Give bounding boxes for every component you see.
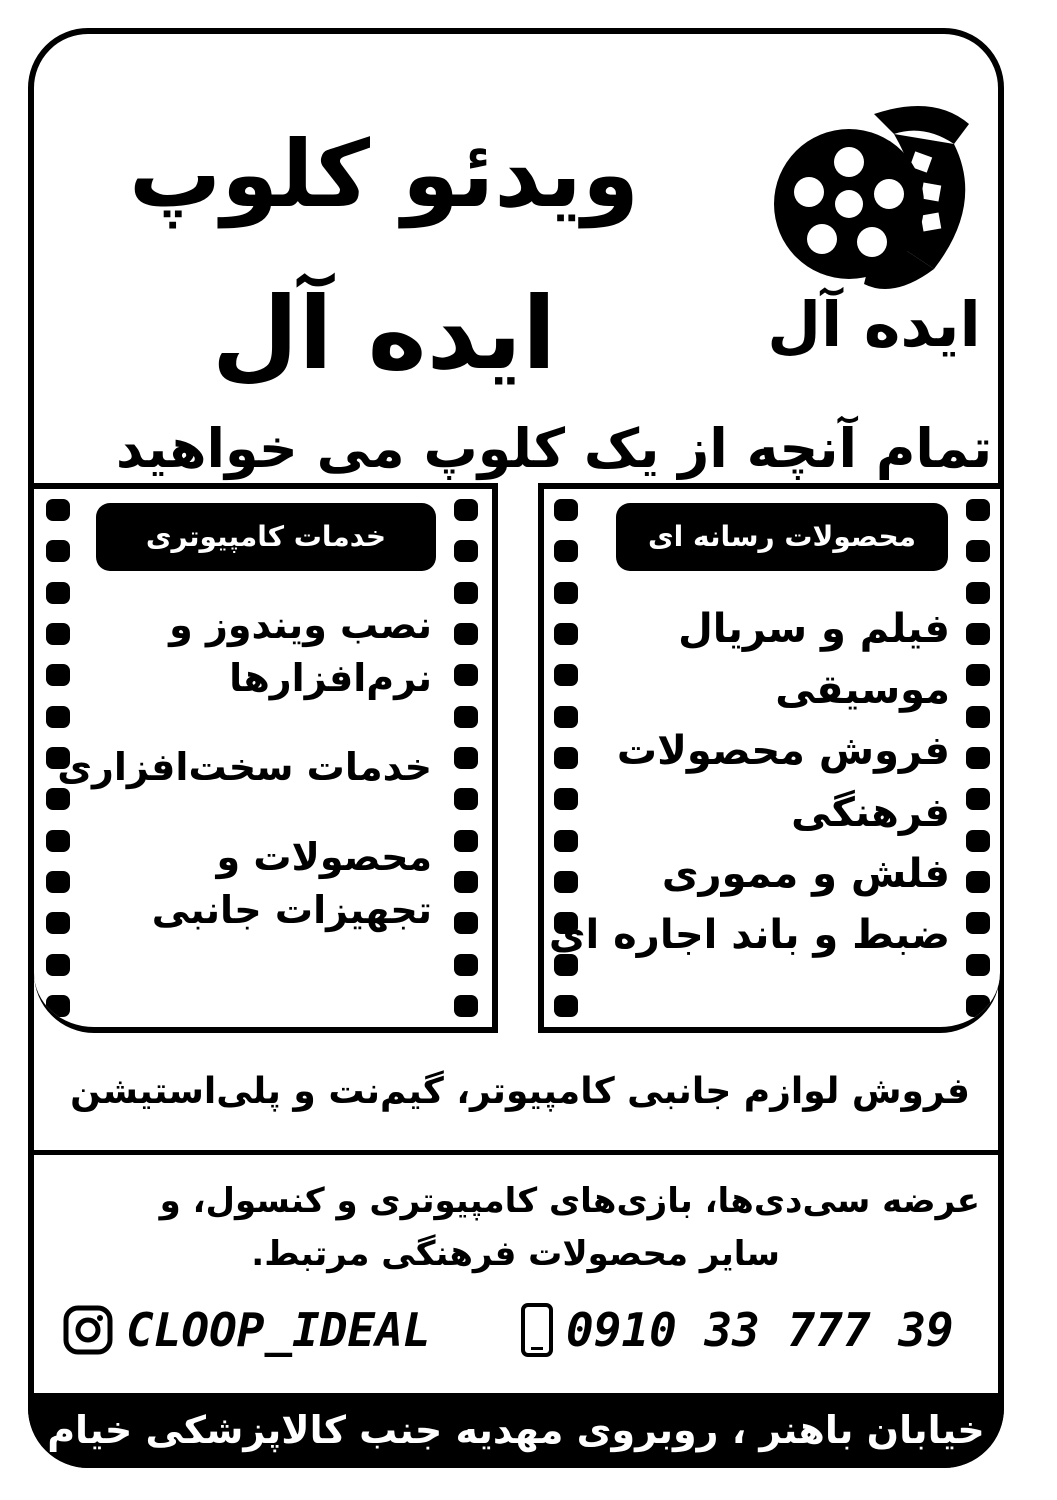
list-item: موسیقی xyxy=(775,667,950,714)
accessories-line: فروش لوازم جانبی کامپیوتر، گیم‌نت و پلی‌استیشن xyxy=(70,1071,970,1112)
list-item: تجهیزات جانبی xyxy=(151,887,432,932)
list-item: محصولات و xyxy=(216,834,432,879)
list-item: ضبط و باند اجاره ای xyxy=(548,911,950,958)
list-item: نصب ویندوز و xyxy=(169,603,432,647)
instagram-icon xyxy=(62,1304,114,1356)
description-line-2: سایر محصولات فرهنگی مرتبط. xyxy=(251,1233,780,1274)
list-item: فروش محصولات xyxy=(616,728,950,775)
media-panel-heading: محصولات رسانه ای xyxy=(616,503,948,571)
list-item: فرهنگی xyxy=(791,789,950,836)
description xyxy=(40,1175,980,1280)
list-item: نرم‌افزارها xyxy=(229,656,432,701)
list-item: فلش و مموری xyxy=(661,850,950,897)
mobile-phone-icon xyxy=(520,1302,554,1358)
title-line-2: ایده آل xyxy=(211,275,557,392)
phone-contact[interactable] xyxy=(520,1300,954,1360)
media-items-list xyxy=(548,599,950,966)
phone-number[interactable]: 0910 33 777 39 xyxy=(566,1303,954,1357)
film-holes-right xyxy=(966,499,992,1017)
title-line-1: ویدئو کلوپ xyxy=(128,121,640,228)
film-holes-right xyxy=(454,499,480,1017)
computer-items-list xyxy=(57,599,432,937)
description-line-1: عرضه سی‌دی‌ها، بازی‌های کامپیوتری و کنسول، و xyxy=(159,1181,980,1221)
computer-panel-heading: خدمات کامپیوتری xyxy=(96,503,436,571)
address-bar: خیابان باهنر ، روبروی مهدیه جنب کالاپزشکی خیام xyxy=(28,1393,1004,1468)
media-products-panel xyxy=(538,483,1000,1033)
list-item: خدمات سخت‌افزاری xyxy=(57,745,432,790)
instagram-contact[interactable] xyxy=(62,1300,431,1360)
instagram-handle[interactable]: CLOOP_IDEAL xyxy=(126,1303,431,1357)
logo-text: ایده آل xyxy=(767,288,981,361)
computer-services-panel xyxy=(34,483,498,1033)
film-reel-icon xyxy=(754,84,994,304)
film-reel-logo xyxy=(754,84,994,384)
divider xyxy=(34,1150,1000,1155)
slogan: تمام آنچه از یک کلوپ می خواهید xyxy=(115,417,993,480)
list-item: فیلم و سریال xyxy=(678,606,950,652)
